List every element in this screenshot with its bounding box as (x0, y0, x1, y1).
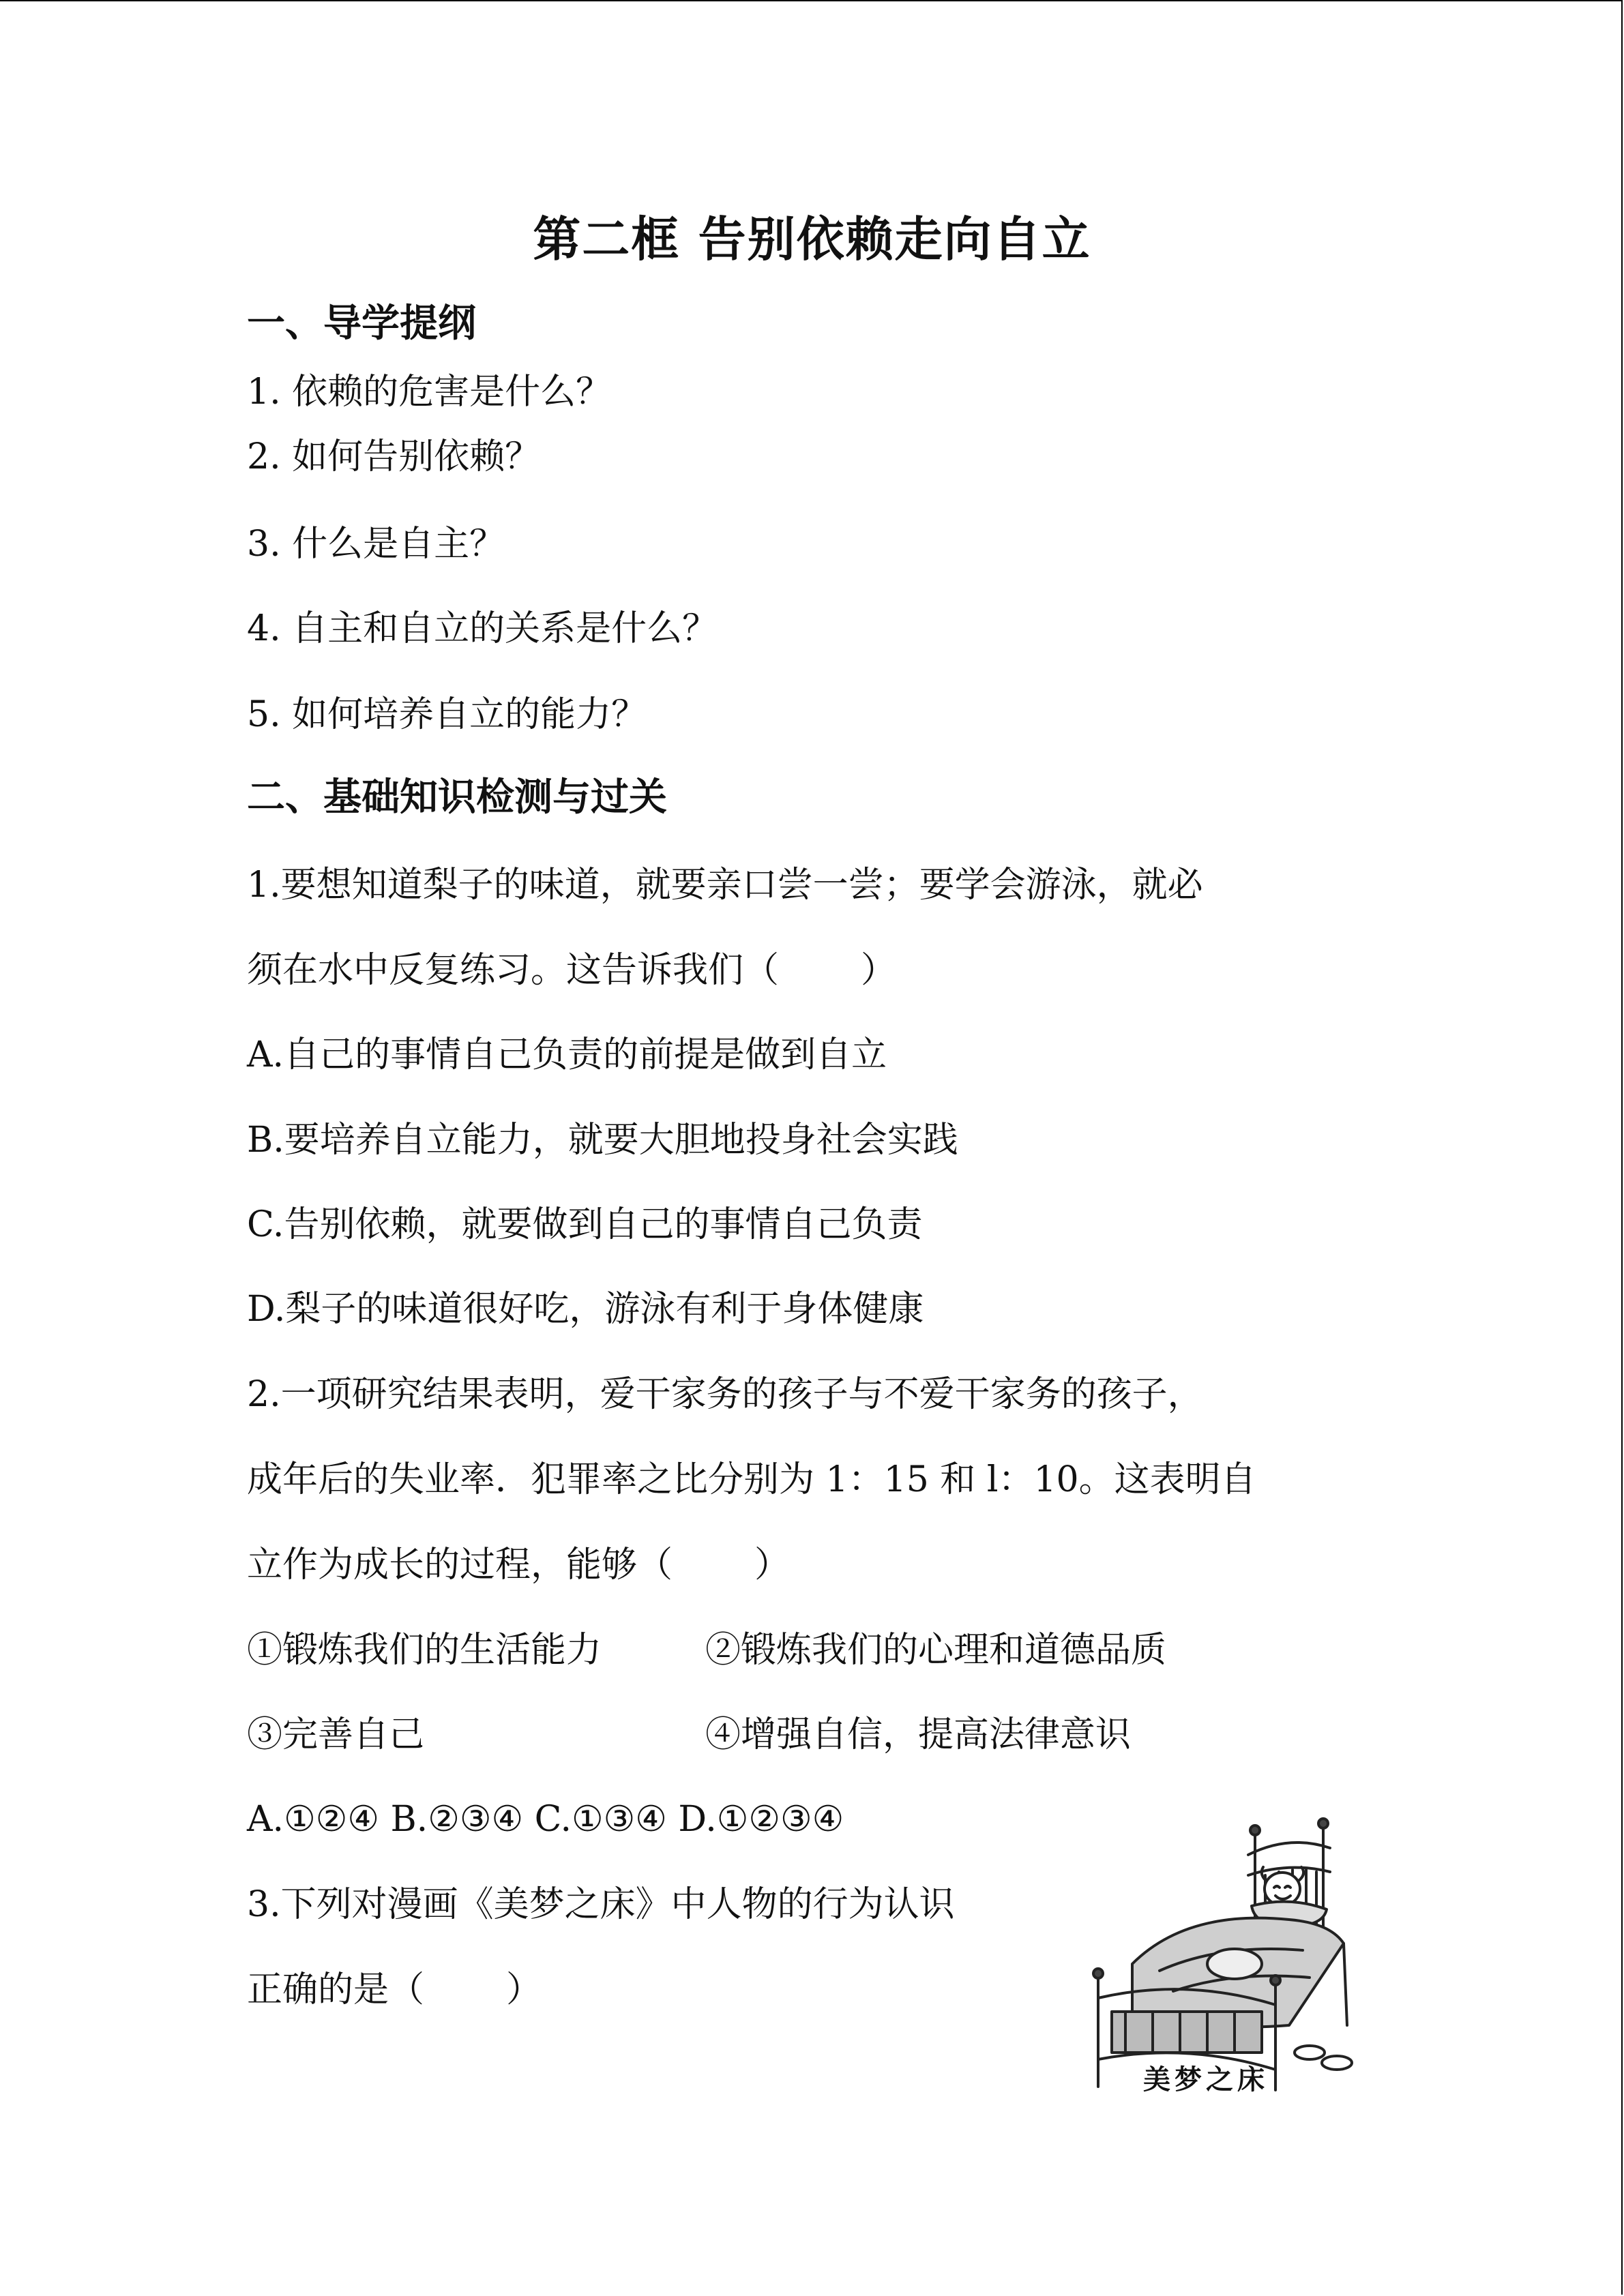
q2-stem-line3 (247, 1538, 790, 1592)
q2-item-3: ③完善自己 (247, 1714, 425, 1755)
q1-stem-line2 (247, 943, 896, 998)
q2-choices: A.①②④ B.②③④ C.①③④ D.①②③④ (247, 1799, 844, 1840)
q1-stem-text: 须在水中反复练习。这告诉我们（ (247, 950, 780, 991)
q3-stem-line2 (247, 1963, 542, 2017)
q1-option-b: B.要培养自立能力，就要大胆地投身社会实践 (247, 1120, 958, 1161)
outline-item-4: 4. 自主和自立的关系是什么？ (247, 608, 718, 649)
q3-stem-text: 正确的是（ (247, 1969, 425, 2010)
q2-stem-line1: 2.一项研究结果表明，爱干家务的孩子与不爱干家务的孩子， (247, 1374, 1203, 1415)
outline-item-1: 1. 依赖的危害是什么？ (247, 372, 612, 413)
q2-item-1: ①锻炼我们的生活能力 (247, 1630, 602, 1671)
q3-stem-line1: 3.下列对漫画《美梦之床》中人物的行为认识 (247, 1884, 955, 1925)
q2-stem-line2: 成年后的失业率．犯罪率之比分别为 1：15 和 l：10。这表明自 (247, 1459, 1256, 1500)
q2-bracket-close: ） (754, 1545, 791, 1585)
q1-option-a: A.自己的事情自己负责的前提是做到自立 (247, 1034, 887, 1075)
bed-cartoon-image (1084, 1807, 1371, 2100)
outline-item-2: 2. 如何告别依赖？ (247, 436, 541, 477)
q1-option-c: C.告别依赖，就要做到自己的事情自己负责 (247, 1204, 923, 1245)
q1-stem-line1: 1.要想知道梨子的味道，就要亲口尝一尝；要学会游泳，就必 (247, 865, 1203, 906)
q1-bracket-close: ） (861, 950, 897, 991)
cartoon-caption: 美梦之床 (1143, 2063, 1269, 2096)
q2-item-4: ④增强自信，提高法律意识 (705, 1714, 1132, 1755)
q3-bracket-close: ） (506, 1969, 542, 2010)
q2-item-2: ②锻炼我们的心理和道德品质 (705, 1630, 1167, 1671)
section1-heading: 一、导学提纲 (247, 301, 476, 346)
q2-stem-text: 立作为成长的过程，能够（ (247, 1545, 673, 1585)
outline-item-3: 3. 什么是自主？ (247, 524, 505, 565)
q1-option-d: D.梨子的味道很好吃，游泳有利于身体健康 (247, 1289, 924, 1330)
page-title: 第二框 告别依赖走向自立 (533, 211, 1091, 267)
section2-heading: 二、基础知识检测与过关 (247, 775, 667, 820)
outline-item-5: 5. 如何培养自立的能力？ (247, 694, 647, 735)
